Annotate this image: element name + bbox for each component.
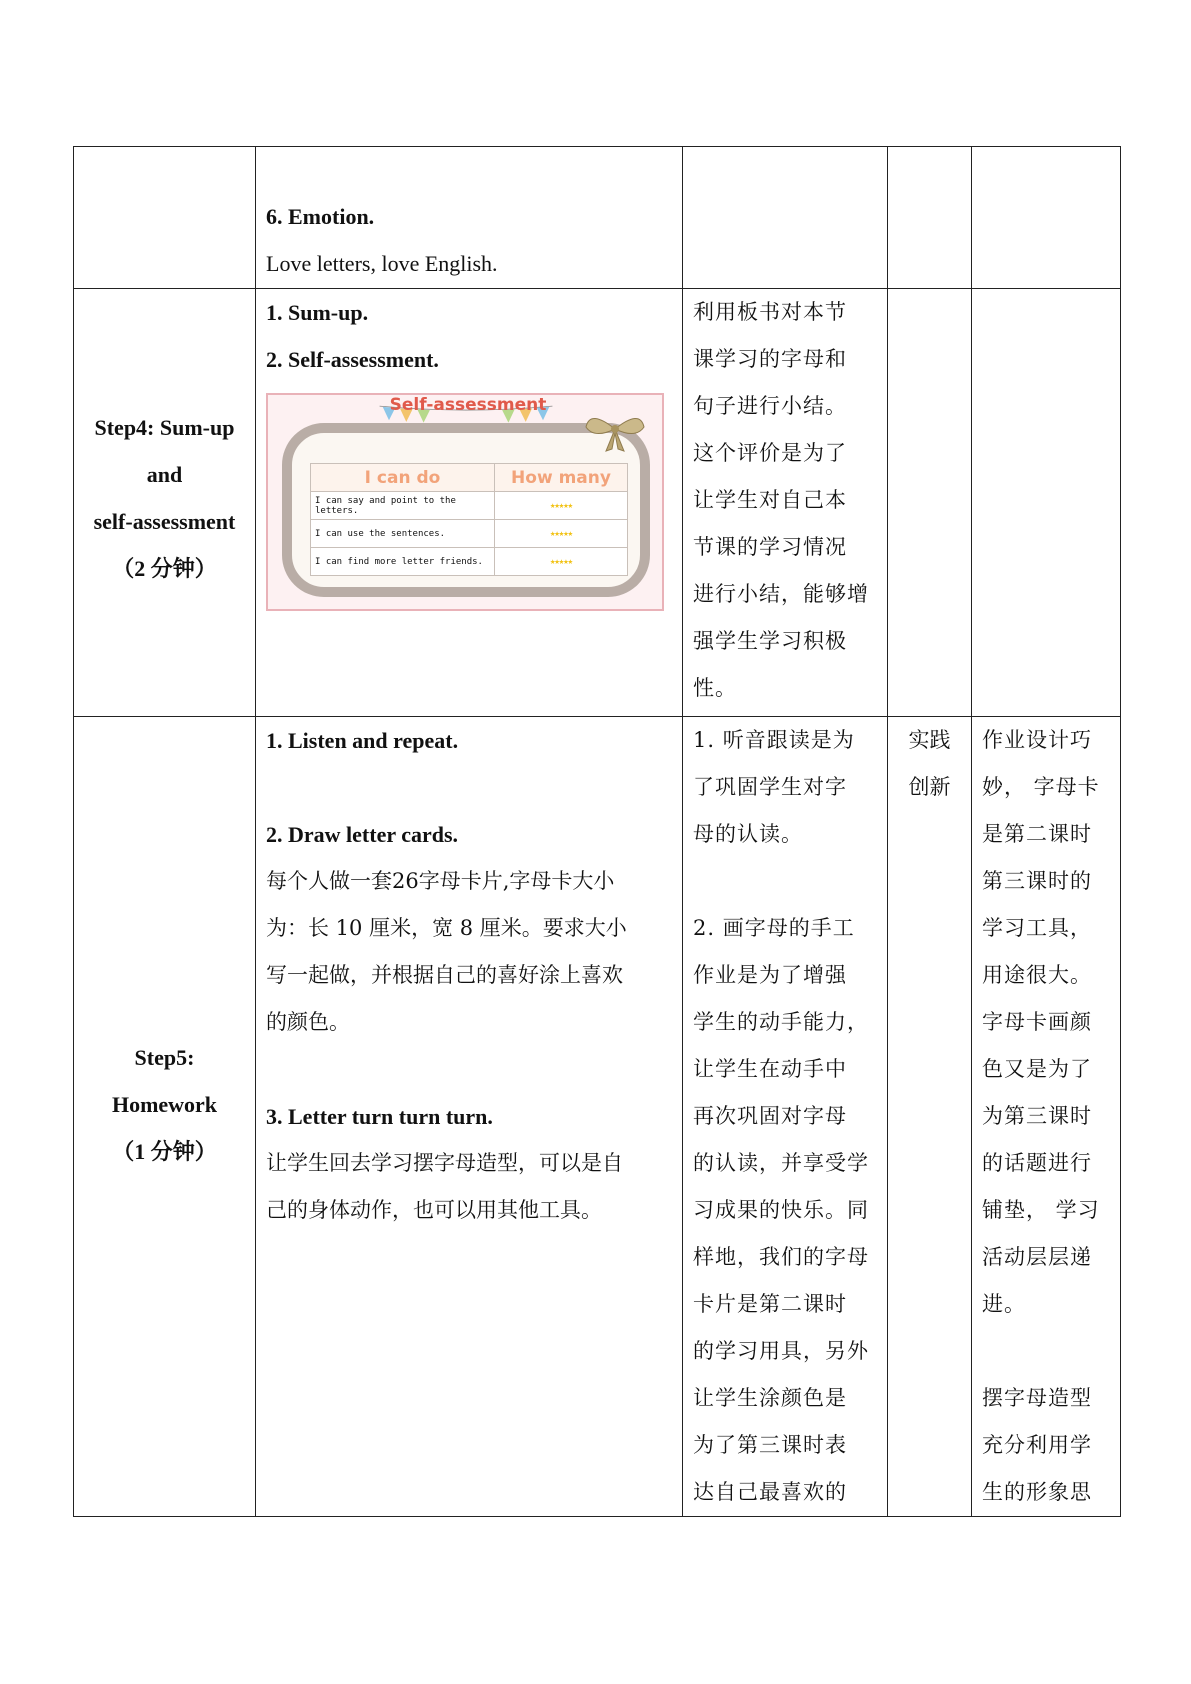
comment-line: 为第三课时 (982, 1104, 1092, 1128)
design-line: 让学生在动手中 (693, 1057, 847, 1081)
step5-design-cell (683, 717, 888, 1517)
self-assessment-item: 2. Self-assessment. (266, 347, 439, 372)
step5-cell (74, 717, 256, 1517)
design-line: 1. 听音跟读是为 (693, 728, 855, 752)
emotion-text: Love letters, love English. (266, 251, 498, 276)
design-line: 的学习用具，另外 (693, 1339, 869, 1363)
step5-col5-cell (972, 717, 1121, 1517)
innovation-label: 创新 (908, 775, 951, 799)
star-rating: ★★★★★ (495, 548, 628, 576)
col-can-do: I can do (311, 464, 495, 492)
step-cell-empty (74, 147, 256, 289)
content-cell-emotion (256, 147, 683, 289)
design-line: 让学生对自己本 (693, 488, 847, 512)
step5-line-1: Step5: (134, 1045, 195, 1070)
design-line: 进行小结，能够增 (693, 582, 869, 606)
step4-line-4: （2 分钟） (112, 555, 217, 581)
design-line: 让学生涂颜色是 (693, 1386, 847, 1410)
comment-line: 进。 (982, 1292, 1026, 1316)
step4-col5-cell (972, 289, 1121, 717)
step4-line-3: self-assessment (93, 508, 236, 534)
comment-line: 充分利用学 (982, 1433, 1092, 1457)
homework-text: 让学生回去学习摆字母造型，可以是自 (266, 1151, 623, 1175)
assessment-row-3: I can find more letter friends. (311, 548, 495, 576)
homework-text: 写一起做，并根据自己的喜好涂上喜欢 (266, 963, 623, 987)
star-rating: ★★★★★ (495, 520, 628, 548)
step4-line-1: Step4: Sum-up (94, 414, 235, 440)
design-line: 强学生学习积极 (693, 629, 847, 653)
self-assessment-title: Self-assessment (389, 395, 547, 415)
self-assessment-image (266, 393, 664, 611)
comment-line: 生的形象思 (982, 1480, 1092, 1504)
ribbon-bow-icon (580, 409, 650, 453)
homework-item-2: 2. Draw letter cards. (266, 822, 459, 847)
comment-line: 妙， 字母卡 (982, 775, 1100, 799)
homework-item-3: 3. Letter turn turn turn. (266, 1104, 493, 1129)
comment-line: 铺垫， 学习 (982, 1198, 1100, 1222)
step4-design-cell (683, 289, 888, 717)
design-line: 句子进行小结。 (693, 394, 847, 418)
comment-line: 是第二课时 (982, 822, 1092, 846)
step5-content-cell (256, 717, 683, 1517)
design-line: 的认读，并享受学 (693, 1151, 869, 1175)
design-line: 学生的动手能力， (693, 1010, 869, 1034)
design-line: 性。 (693, 676, 737, 700)
assessment-row-2: I can use the sentences. (311, 520, 495, 548)
self-assessment-table (310, 463, 628, 576)
step4-cell (74, 289, 256, 717)
design-line: 这个评价是为了 (693, 441, 847, 465)
homework-text: 每个人做一套26字母卡片,字母卡大小 (266, 869, 615, 893)
comment-line: 学习工具， (982, 916, 1092, 940)
homework-item-1: 1. Listen and repeat. (266, 728, 459, 753)
table-row-step4 (74, 289, 1121, 717)
design-line: 利用板书对本节 (693, 300, 847, 324)
design-line: 习成果的快乐。同 (693, 1198, 869, 1222)
design-cell-empty (683, 147, 888, 289)
lesson-plan-table (73, 146, 1121, 1517)
step5-line-3: （1 分钟） (112, 1139, 217, 1164)
comment-line: 用途很大。 (982, 963, 1092, 987)
assessment-row-1: I can say and point to the letters. (311, 492, 495, 520)
homework-text: 为：长 10 厘米，宽 8 厘米。要求大小 (266, 916, 627, 940)
comment-line: 第三课时的 (982, 869, 1092, 893)
design-line: 2. 画字母的手工 (693, 916, 855, 940)
practice-label: 实践 (908, 728, 951, 752)
star-rating: ★★★★★ (495, 492, 628, 520)
comment-line: 活动层层递 (982, 1245, 1092, 1269)
col5-cell-empty (972, 147, 1121, 289)
sumup-item: 1. Sum-up. (266, 300, 369, 325)
design-line: 课学习的字母和 (693, 347, 847, 371)
table-row-emotion (74, 147, 1121, 289)
design-line: 达自己最喜欢的 (693, 1480, 847, 1504)
step5-line-2: Homework (111, 1092, 218, 1117)
design-line: 了巩固学生对字 (693, 775, 847, 799)
homework-text: 的颜色。 (266, 1010, 350, 1034)
col-how-many: How many (495, 464, 628, 492)
design-line: 节课的学习情况 (693, 535, 847, 559)
col4-cell-empty (888, 147, 972, 289)
design-line: 再次巩固对字母 (693, 1104, 847, 1128)
comment-line: 摆字母造型 (982, 1386, 1092, 1410)
step4-content-cell (256, 289, 683, 717)
emotion-heading: 6. Emotion. (266, 204, 375, 229)
table-row-step5 (74, 717, 1121, 1517)
design-line: 作业是为了增强 (693, 963, 847, 987)
step5-col4-cell (888, 717, 972, 1517)
comment-line: 字母卡画颜 (982, 1010, 1092, 1034)
step4-col4-cell (888, 289, 972, 717)
comment-line: 色又是为了 (982, 1057, 1092, 1081)
design-line: 为了第三课时表 (693, 1433, 847, 1457)
design-line: 卡片是第二课时 (693, 1292, 847, 1316)
comment-line: 作业设计巧 (982, 728, 1092, 752)
step4-line-2: and (146, 461, 183, 487)
homework-text: 己的身体动作，也可以用其他工具。 (266, 1198, 602, 1222)
comment-line: 的话题进行 (982, 1151, 1092, 1175)
design-line: 样地，我们的字母 (693, 1245, 869, 1269)
design-line: 母的认读。 (693, 822, 803, 846)
